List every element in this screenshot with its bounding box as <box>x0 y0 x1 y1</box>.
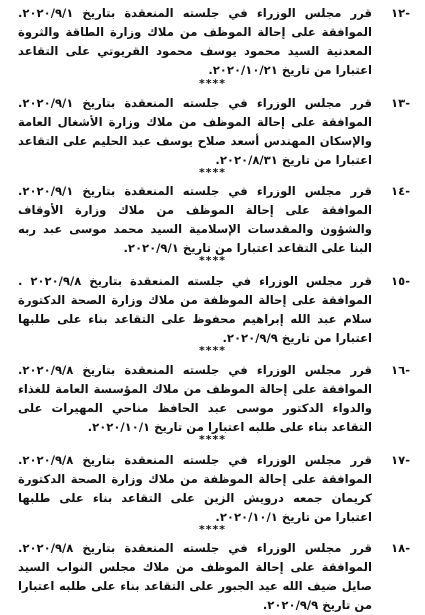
entry-number: -١٥ <box>391 274 410 288</box>
entry-text: قرر مجلس الوزراء في جلسته المنعقدة بتاريخ ٢٠٢٠/٩/١. الموافقة على إحالة الموظف من ملاك وزارة الأشغال العامة والإسكان المهندس أسعد صلاح يوسف عبد الحليم على التقاعد اعتبارا من تاريخ ٢٠٢٠/٨/٣١. <box>18 96 372 167</box>
decision-entry-12 <box>18 4 410 80</box>
decision-entry-15 <box>18 272 410 348</box>
entry-number: -١٧ <box>391 453 410 467</box>
entry-number: -١٣ <box>391 96 410 110</box>
entry-text: قرر مجلس الوزراء في جلسته المنعقدة بتاريخ ٢٠٢٠/٩/١. الموافقة على إحالة الموظف من ملاك وزارة الطاقة والثروة المعدنية السيد محمود يوسف محمود القريوتي على التقاعد اعتبارا من تاريخ ٢٠٢٠/١٠/٢١. <box>18 6 372 77</box>
entry-number: -١٢ <box>391 6 410 20</box>
separator: **** <box>198 166 226 179</box>
entry-number: -١٤ <box>391 184 410 198</box>
separator: **** <box>198 77 226 90</box>
entry-text: قرر مجلس الوزراء في جلسته المنعقدة بتاريخ ٢٠٢٠/٩/٨. الموافقة على إحالة الموظف من ملاك مجلس النواب السيد صايل ضيف الله عيد الجبور على التقاعد بناء على طلبه اعتبارا من تاريخ ٢٠٢٠/٩/٩. <box>18 541 372 612</box>
decision-entry-16 <box>18 361 410 437</box>
separator: **** <box>198 523 226 536</box>
entry-text: قرر مجلس الوزراء في جلسته المنعقدة بتاريخ ٢٠٢٠/٩/١. الموافقة على إحالة الموظف من ملاك وزارة الأوقاف والشؤون والمقدسات الإسلامية السيد محمد موسى عبد ربه البنا على التقاعد اعتبارا من تاريخ ٢٠٢٠/٩/١. <box>18 184 372 255</box>
decision-entry-17 <box>18 451 410 527</box>
separator: **** <box>198 433 226 446</box>
separator: **** <box>198 344 226 357</box>
decision-entry-13 <box>18 94 410 170</box>
entry-number: -١٨ <box>391 541 410 555</box>
decision-entry-14 <box>18 182 410 258</box>
decision-entry-18 <box>18 539 410 615</box>
entry-text: قرر مجلس الوزراء في جلسته المنعقدة بتاريخ ٢٠٢٠/٩/٨. الموافقة على إحالة الموظف من ملاك المؤسسة العامة للغذاء والدواء الدكتور موسى عبد الحافظ مناحي المهيرات على التقاعد بناء على طلبه اعتبارا من تاريخ ٢٠٢٠/١٠/١. <box>18 363 372 434</box>
separator: **** <box>198 254 226 267</box>
entry-number: -١٦ <box>391 363 410 377</box>
entry-text: قرر مجلس الوزراء في جلسته المنعقدة بتاريخ ٢٠٢٠/٩/٨ . الموافقة على إحالة الموظفة من ملاك وزارة الصحة الدكتورة سلام عبد الله إبراهيم محفوظ على التقاعد بناء على طلبها اعتبارا من تاريخ ٢٠٢٠/٩/٩. <box>18 274 372 345</box>
entry-text: قرر مجلس الوزراء في جلسته المنعقدة بتاريخ ٢٠٢٠/٩/٨. الموافقة على إحالة الموظفة من ملاك وزارة الصحة الدكتورة كريمان جمعه درويش الزين على التقاعد بناء على طلبها اعتبارا من تاريخ ٢٠٢٠/١٠/١. <box>18 453 372 524</box>
